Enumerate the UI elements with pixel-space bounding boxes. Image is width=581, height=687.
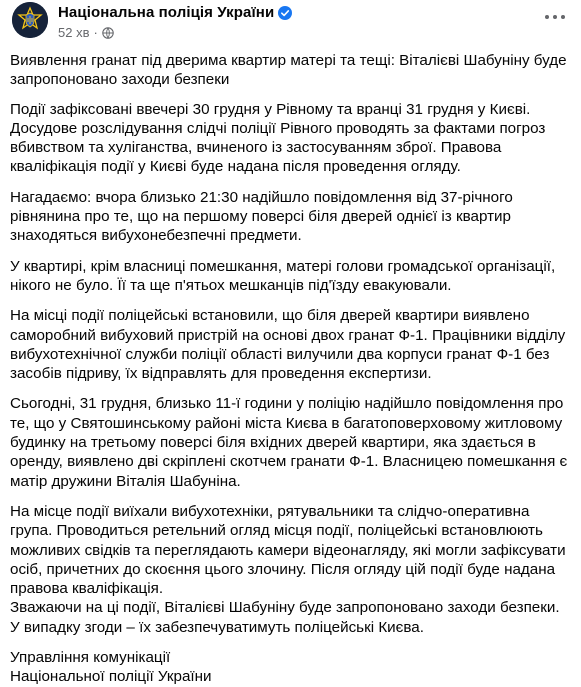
more-options-icon[interactable] (541, 6, 569, 28)
avatar[interactable] (12, 2, 48, 38)
post-paragraph: На місці події поліцейські встановили, що біля дверей квартири виявлено саморобний вибуховий пристрій на основі двох гранат Ф-1. Працівники відділу вибухотехнічної служби поліції області вилучили два корпуси гранат Ф-1 без засобів підриву, їх відправлять для проведення експертизи. (10, 307, 566, 383)
post-paragraph: На місце події виїхали вибухотехніки, рятувальники та слідчо-оперативна група. Проводиться ретельний огляд місця події, поліцейські встановлюють можливих свідків та переглядають камери відеонагляду, які могли зафіксувати осіб, причетних до скоєння цього злочину. Після огляду цій події буде надана правова кваліфікація. (10, 502, 566, 598)
signature-line: Національної поліції України (10, 668, 212, 686)
post-content (10, 51, 573, 687)
post-timestamp[interactable]: 52 хв (58, 25, 90, 40)
post-paragraph: Виявлення гранат під дверима квартир матері та тещі: Віталієві Шабуніну буде запропоновано заходи безпеки (10, 52, 567, 89)
post-paragraph: Нагадаємо: вчора близько 21:30 надійшло повідомлення від 37-річного рівнянина про те, що на першому поверсі біля дверей однієї із квартир знаходяться вибухонебезпечні предмети. (10, 188, 513, 245)
meta-separator: · (93, 25, 98, 40)
post-paragraph: Сьогодні, 31 грудня, близько 11-ї години у поліцію надійшло повідомлення про те, що у Святошинському районі міста Києва в багатоповерховому житловому будинку на третьому поверсі біля вхідних дверей квартири, яка здається в оренду, виявлено дві скріплені скотчем гранати Ф-1. Власницею помешкання є матір дружини Віталія Шабуніна. (10, 395, 568, 490)
signature-line: Управління комунікації (10, 649, 171, 667)
globe-icon[interactable] (102, 27, 114, 39)
post-meta (58, 25, 114, 40)
verified-badge-icon (278, 6, 292, 20)
police-emblem-icon (12, 2, 48, 38)
author-line (58, 4, 292, 21)
post-paragraph: Зважаючи на ці події, Віталієві Шабуніну буде запропоновано заходи безпеки. У випадку згоди – їх забезпечуватимуть поліцейські Києва. (10, 599, 560, 636)
post-paragraph: У квартирі, крім власниці помешкання, матері голови громадської організації, нікого не було. Її та ще п'ятьох мешканців під'їзду евакуювали. (10, 257, 556, 294)
post-header (12, 0, 571, 44)
post-paragraph: Події зафіксовані ввечері 30 грудня у Рівному та вранці 31 грудня у Києві. Досудове розслідування слідчі поліції Рівного проводять за фактами погроз вбивством та хуліганства, вчиненого із застосуванням зброї. Правова кваліфікація події у Києві буде надана після проведення огляду. (10, 100, 546, 176)
author-name-link[interactable]: Національна поліція України (58, 4, 275, 21)
